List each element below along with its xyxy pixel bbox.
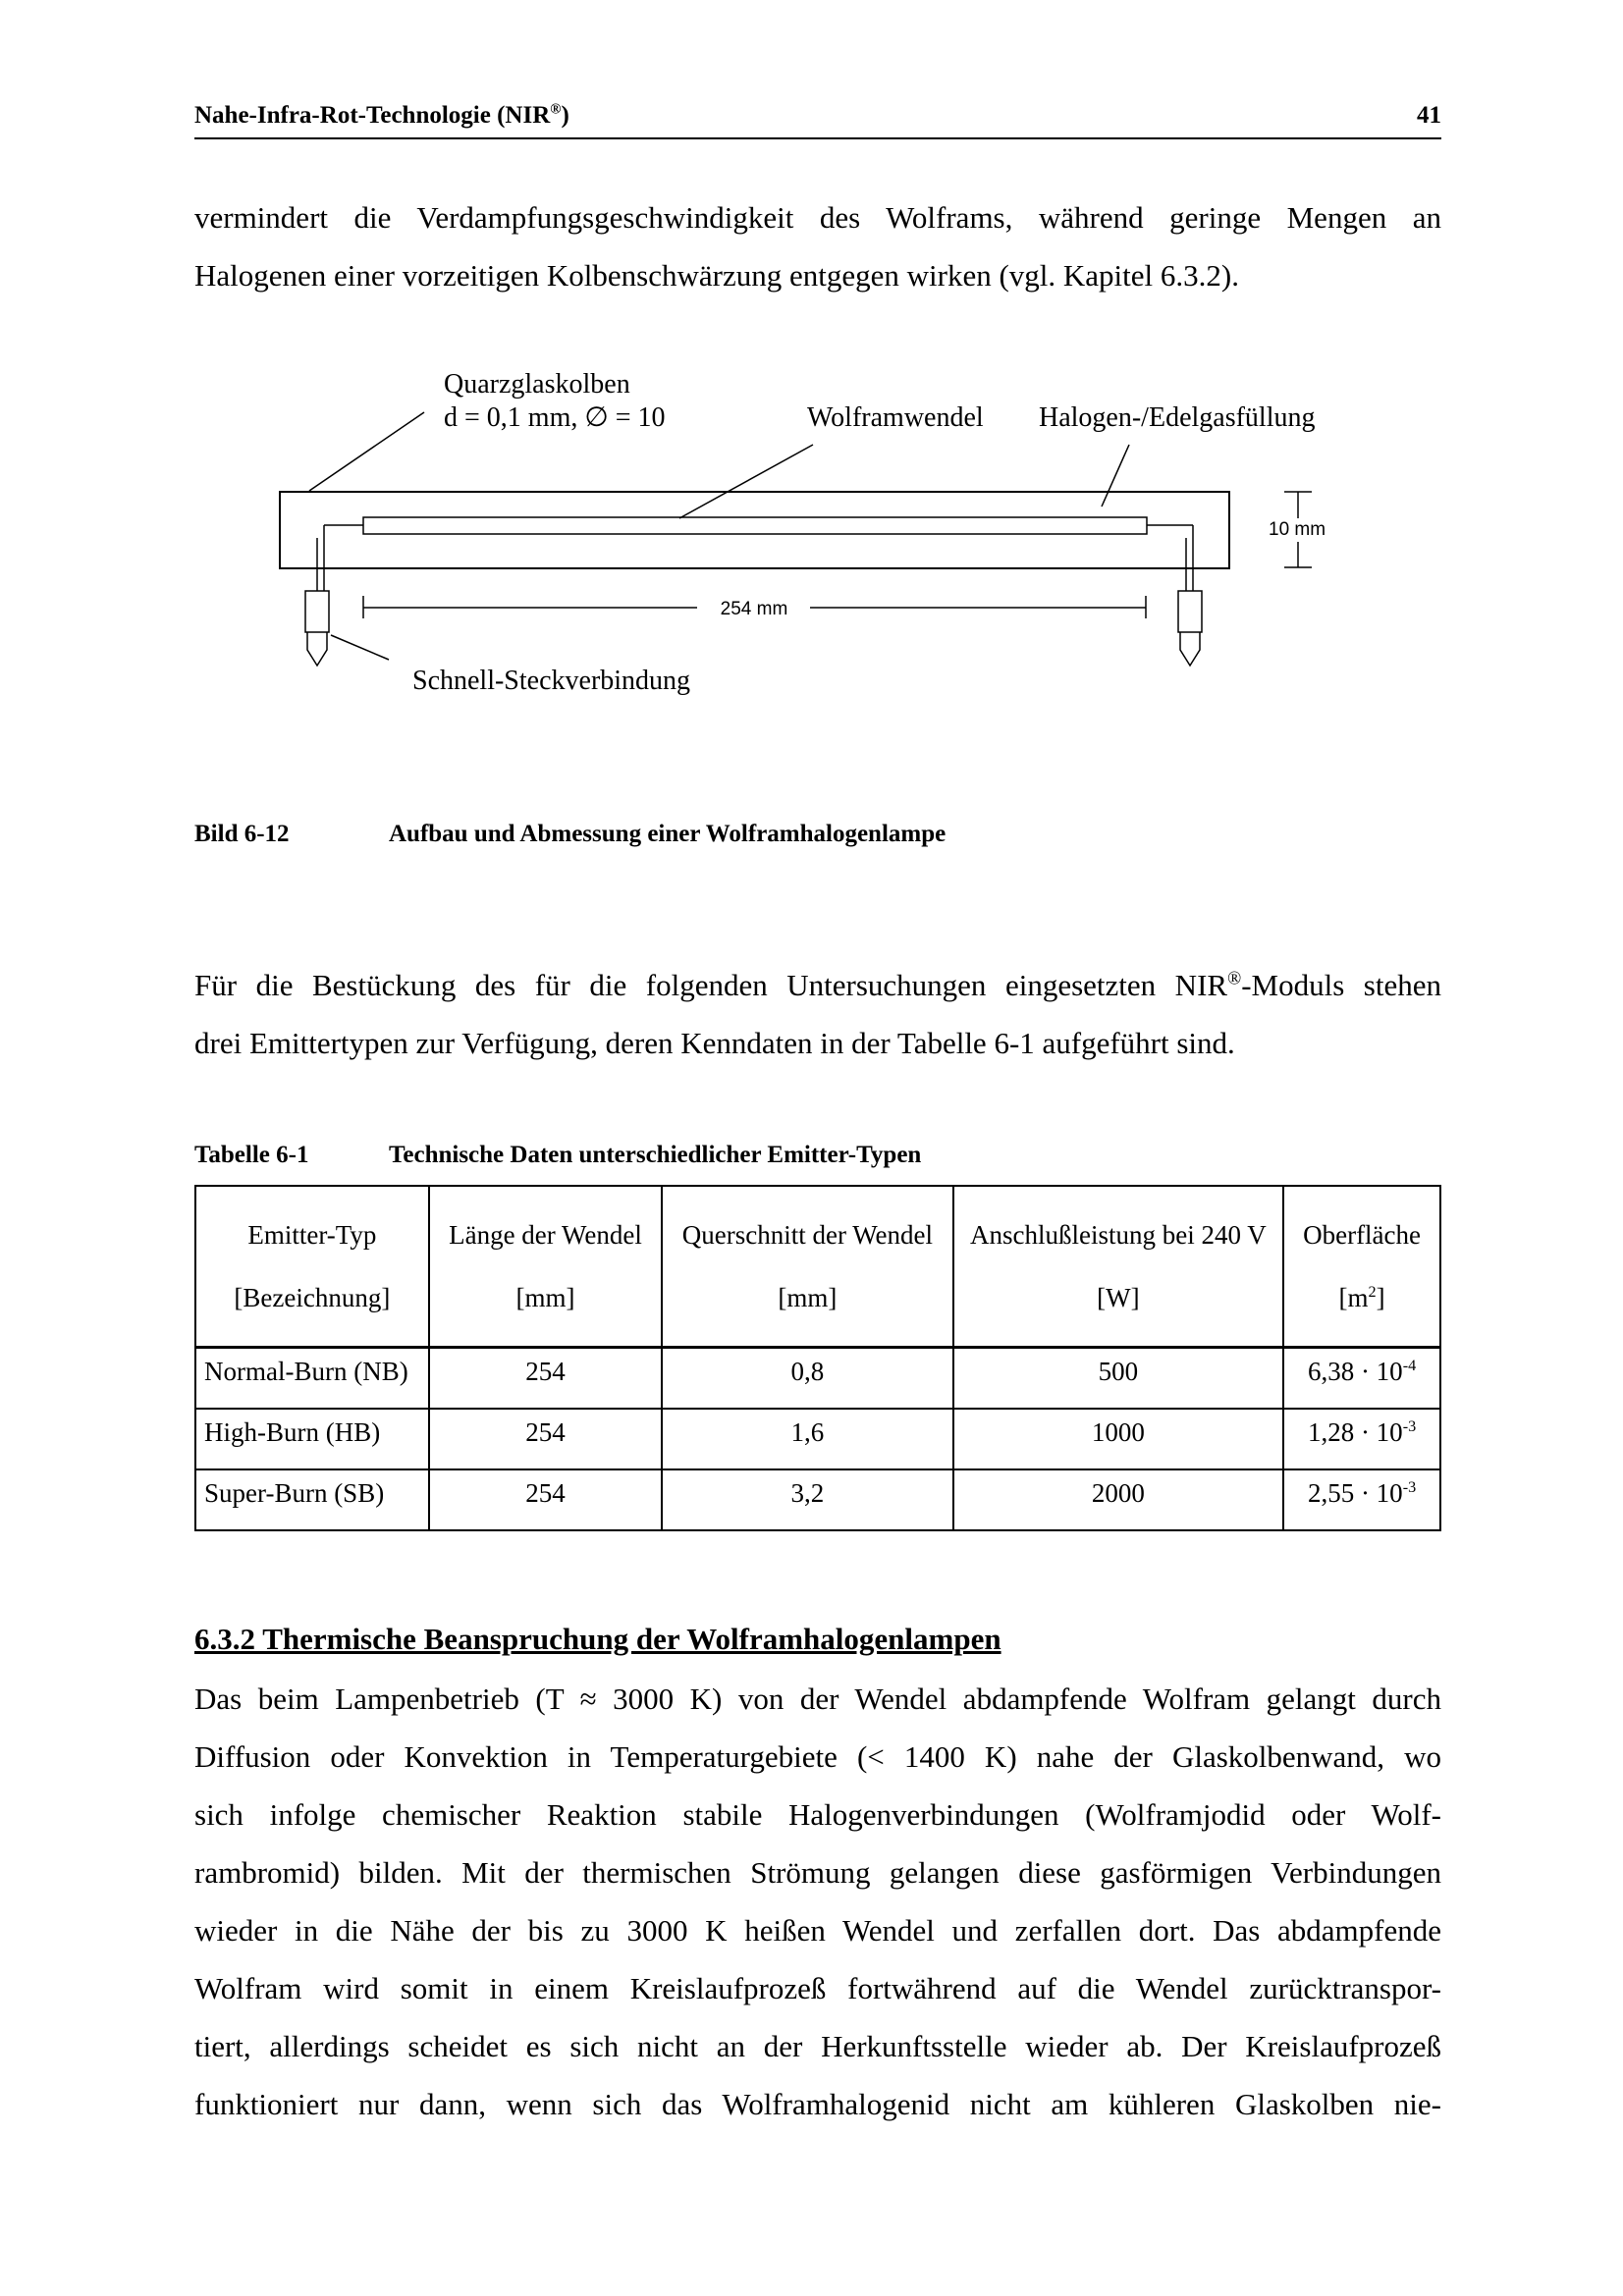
text-line: Halogenen einer vorzeitigen Kolbenschwärzung entgegen wirken (vgl. Kapitel 6.3.2). xyxy=(194,258,1239,293)
cell-power: 500 xyxy=(953,1348,1284,1410)
emitter-table xyxy=(194,1185,1441,1531)
text-line: drei Emittertypen zur Verfügung, deren Kenndaten in der Tabelle 6-1 aufgeführt sind. xyxy=(194,1026,1235,1060)
label-connector: Schnell-Steckverbindung xyxy=(412,666,691,696)
figure-caption-number: Bild 6-12 xyxy=(194,821,290,847)
header-title: Nahe-Infra-Rot-Technologie (NIR®) xyxy=(194,101,569,129)
cell-surface: $1,28 \cdot 10^{-3}$ xyxy=(1283,1409,1440,1469)
text-line: Diffusion oder Konvektion in Temperaturgebiete (< 1400 K) nahe der Glaskolbenwand, wo xyxy=(194,1739,1441,1774)
paragraph-2 xyxy=(194,956,1441,1072)
table-row xyxy=(195,1348,1440,1410)
header-length: Länge der Wendel [mm] xyxy=(429,1186,662,1348)
running-header xyxy=(194,98,1441,139)
cell-length: 254 xyxy=(429,1348,662,1410)
leader-filament xyxy=(679,445,813,518)
left-connector xyxy=(305,591,329,666)
cell-cross-section: 3,2 xyxy=(662,1469,952,1530)
leader-gas xyxy=(1102,445,1129,507)
header-power: Anschlußleistung bei 240 V [W] xyxy=(953,1186,1284,1348)
lamp-diagram xyxy=(0,334,1623,726)
cell-cross-section: 1,6 xyxy=(662,1409,952,1469)
cell-length: 254 xyxy=(429,1469,662,1530)
label-filament: Wolframwendel xyxy=(807,402,984,433)
cell-surface: $2,55 \cdot 10^{-3}$ xyxy=(1283,1469,1440,1530)
text-line: Für die Bestückung des für die folgenden Untersuchungen eingesetzten NIR®-Moduls stehen xyxy=(194,968,1442,1002)
table-header-row xyxy=(195,1186,1440,1348)
label-gas-fill: Halogen-/Edelgasfüllung xyxy=(1039,402,1316,433)
filament-tube xyxy=(363,517,1147,534)
table-row xyxy=(195,1469,1440,1530)
text-line: tiert, allerdings scheidet es sich nicht an der Herkunftsstelle wieder ab. Der Kreislaufprozeß xyxy=(194,2029,1441,2063)
label-diameter: 10 mm xyxy=(1269,519,1326,540)
leader-bulb xyxy=(309,412,424,491)
right-connector xyxy=(1178,591,1202,666)
cell-cross-section: 0,8 xyxy=(662,1348,952,1410)
text-line: funktioniert nur dann, wenn sich das Wolframhalogenid nicht am kühleren Glaskolben nie- xyxy=(194,2087,1441,2121)
header-surface: Oberfläche $[m^2]$ xyxy=(1283,1186,1440,1348)
section-body xyxy=(194,1670,1441,2133)
table-row xyxy=(195,1409,1440,1469)
text-line: rambromid) bilden. Mit der thermischen Strömung gelangen diese gasförmigen Verbindungen xyxy=(194,1855,1441,1890)
cell-type: High-Burn (HB) xyxy=(195,1409,429,1469)
label-bulb-title: Quarzglaskolben xyxy=(444,369,630,400)
quartz-bulb xyxy=(280,492,1229,568)
text-line: Das beim Lampenbetrieb (T ≈ 3000 K) von der Wendel abdampfende Wolfram gelangt durch xyxy=(194,1682,1441,1716)
header-emitter-type: Emitter-Typ [Bezeichnung] xyxy=(195,1186,429,1348)
text-line: sich infolge chemischer Reaktion stabile Halogenverbindungen (Wolframjodid oder Wolf- xyxy=(194,1797,1441,1832)
label-length: 254 mm xyxy=(720,599,788,619)
header-cross-section: Querschnitt der Wendel [mm] xyxy=(662,1186,952,1348)
text-line: Wolfram wird somit in einem Kreislaufprozeß fortwährend auf die Wendel zurücktranspor- xyxy=(194,1971,1441,2005)
page-number: 41 xyxy=(1417,102,1441,129)
table-caption-number: Tabelle 6-1 xyxy=(194,1142,309,1168)
cell-length: 254 xyxy=(429,1409,662,1469)
text-line: wieder in die Nähe der bis zu 3000 K heißen Wendel und zerfallen dort. Das abdampfende xyxy=(194,1913,1441,1948)
intro-paragraph xyxy=(194,188,1441,304)
cell-power: 2000 xyxy=(953,1469,1284,1530)
label-bulb-dims: d = 0,1 mm, ∅ = 10 xyxy=(444,402,666,433)
section-heading: 6.3.2 Thermische Beanspruchung der Wolframhalogenlampen xyxy=(194,1622,1001,1656)
table-caption-text: Technische Daten unterschiedlicher Emitter-Typen xyxy=(389,1142,922,1168)
leader-connector xyxy=(331,635,389,660)
text-line: vermindert die Verdampfungsgeschwindigkeit des Wolframs, während geringe Mengen an xyxy=(194,200,1441,235)
figure-caption-text: Aufbau und Abmessung einer Wolframhalogenlampe xyxy=(389,821,947,847)
cell-type: Normal-Burn (NB) xyxy=(195,1348,429,1410)
cell-power: 1000 xyxy=(953,1409,1284,1469)
cell-surface: $6,38 \cdot 10^{-4}$ xyxy=(1283,1348,1440,1410)
cell-type: Super-Burn (SB) xyxy=(195,1469,429,1530)
